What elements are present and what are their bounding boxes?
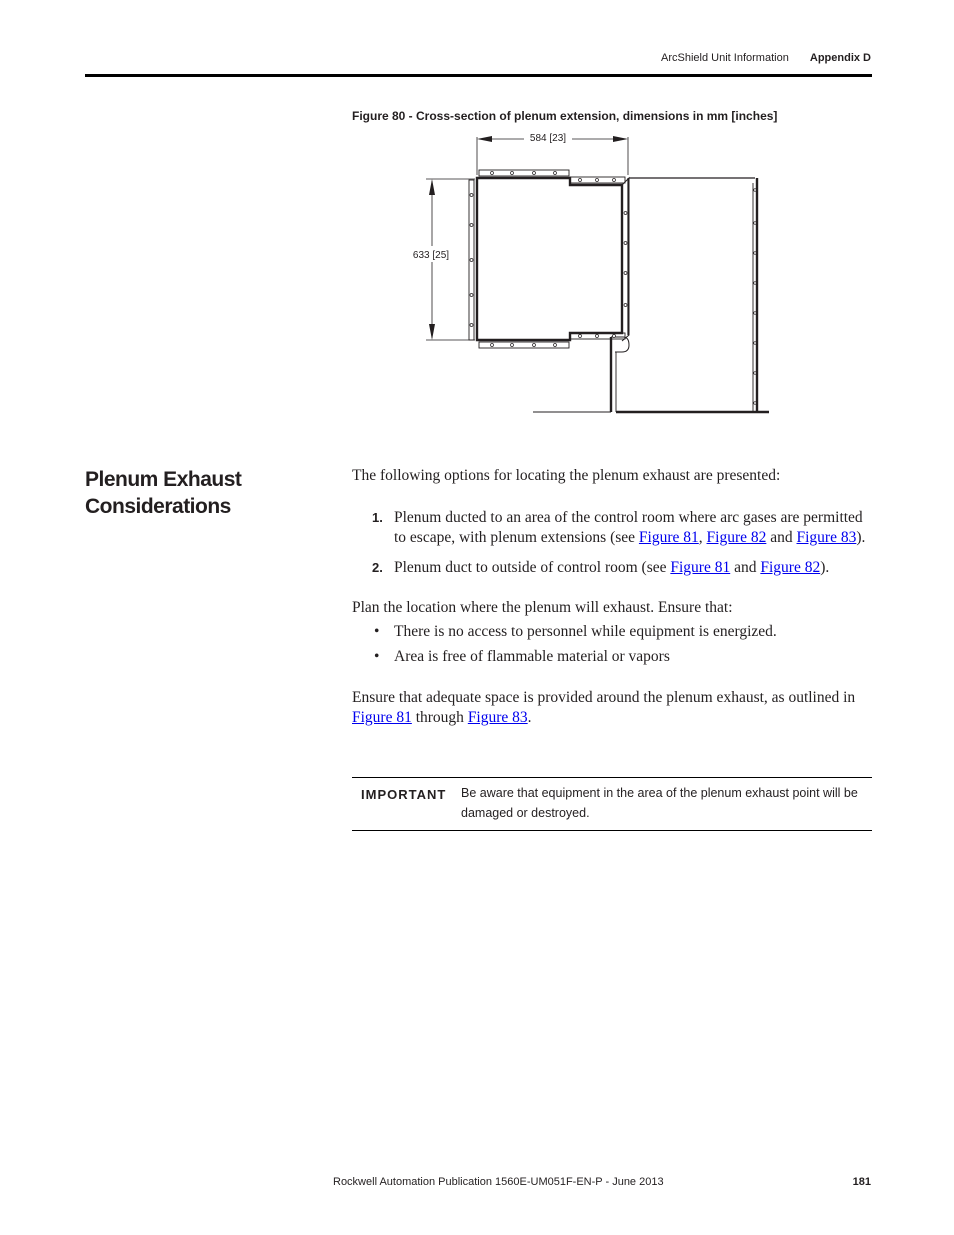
bullet-icon: • <box>374 648 380 665</box>
list-item: 2. Plenum duct to outside of control room (see Figure 81 and Figure 82). <box>372 559 830 576</box>
height-dimension-label: 633 [25] <box>412 250 450 261</box>
running-header <box>661 52 871 64</box>
important-notice <box>352 777 872 831</box>
conditions-list <box>352 622 872 667</box>
header-appendix: Appendix D <box>809 52 871 64</box>
figure-82-link[interactable]: Figure 82 <box>706 529 767 546</box>
bullet-icon: • <box>374 623 380 640</box>
figure-caption: Figure 80 - Cross-section of plenum extension, dimensions in mm [inches] <box>352 109 778 123</box>
page-number: 181 <box>852 1176 871 1188</box>
list-item: • There is no access to personnel while equipment is energized. <box>374 623 777 640</box>
header-section-title: ArcShield Unit Information <box>661 52 789 64</box>
figure-81-link[interactable]: Figure 81 <box>670 559 731 576</box>
publication-id: Rockwell Automation Publication 1560E-UM051F-EN-P - June 2013 <box>333 1176 664 1188</box>
width-dimension-label: 584 [23] <box>529 133 567 144</box>
figure-81-link[interactable]: Figure 81 <box>352 709 412 726</box>
figure-83-link[interactable]: Figure 83 <box>467 709 528 726</box>
intro-paragraph: The following options for locating the plenum exhaust are presented: <box>352 467 781 484</box>
figure-81-link[interactable]: Figure 81 <box>638 529 699 546</box>
plenum-cross-section-diagram <box>400 125 780 420</box>
important-label: IMPORTANT <box>361 787 447 802</box>
section-heading: Plenum Exhaust Considerations <box>85 468 242 518</box>
important-text: Be aware that equipment in the area of the plenum exhaust point will be damaged or destroyed. <box>461 786 858 820</box>
list-item: • Area is free of flammable material or vapors <box>374 648 670 665</box>
list-item: 1. Plenum ducted to an area of the control room where arc gases are permitted to escape, with plenum extensions (see Figure 81, Figure 82 and Figure 83). <box>372 509 866 546</box>
ensure-paragraph: Ensure that adequate space is provided around the plenum exhaust, as outlined in Figure 81 through Figure 83. <box>352 689 856 726</box>
header-rule <box>85 74 872 77</box>
figure-82-link[interactable]: Figure 82 <box>760 559 821 576</box>
figure-83-link[interactable]: Figure 83 <box>796 529 857 546</box>
options-list <box>352 508 872 578</box>
plan-paragraph: Plan the location where the plenum will exhaust. Ensure that: <box>352 599 733 616</box>
section-body <box>352 466 872 728</box>
